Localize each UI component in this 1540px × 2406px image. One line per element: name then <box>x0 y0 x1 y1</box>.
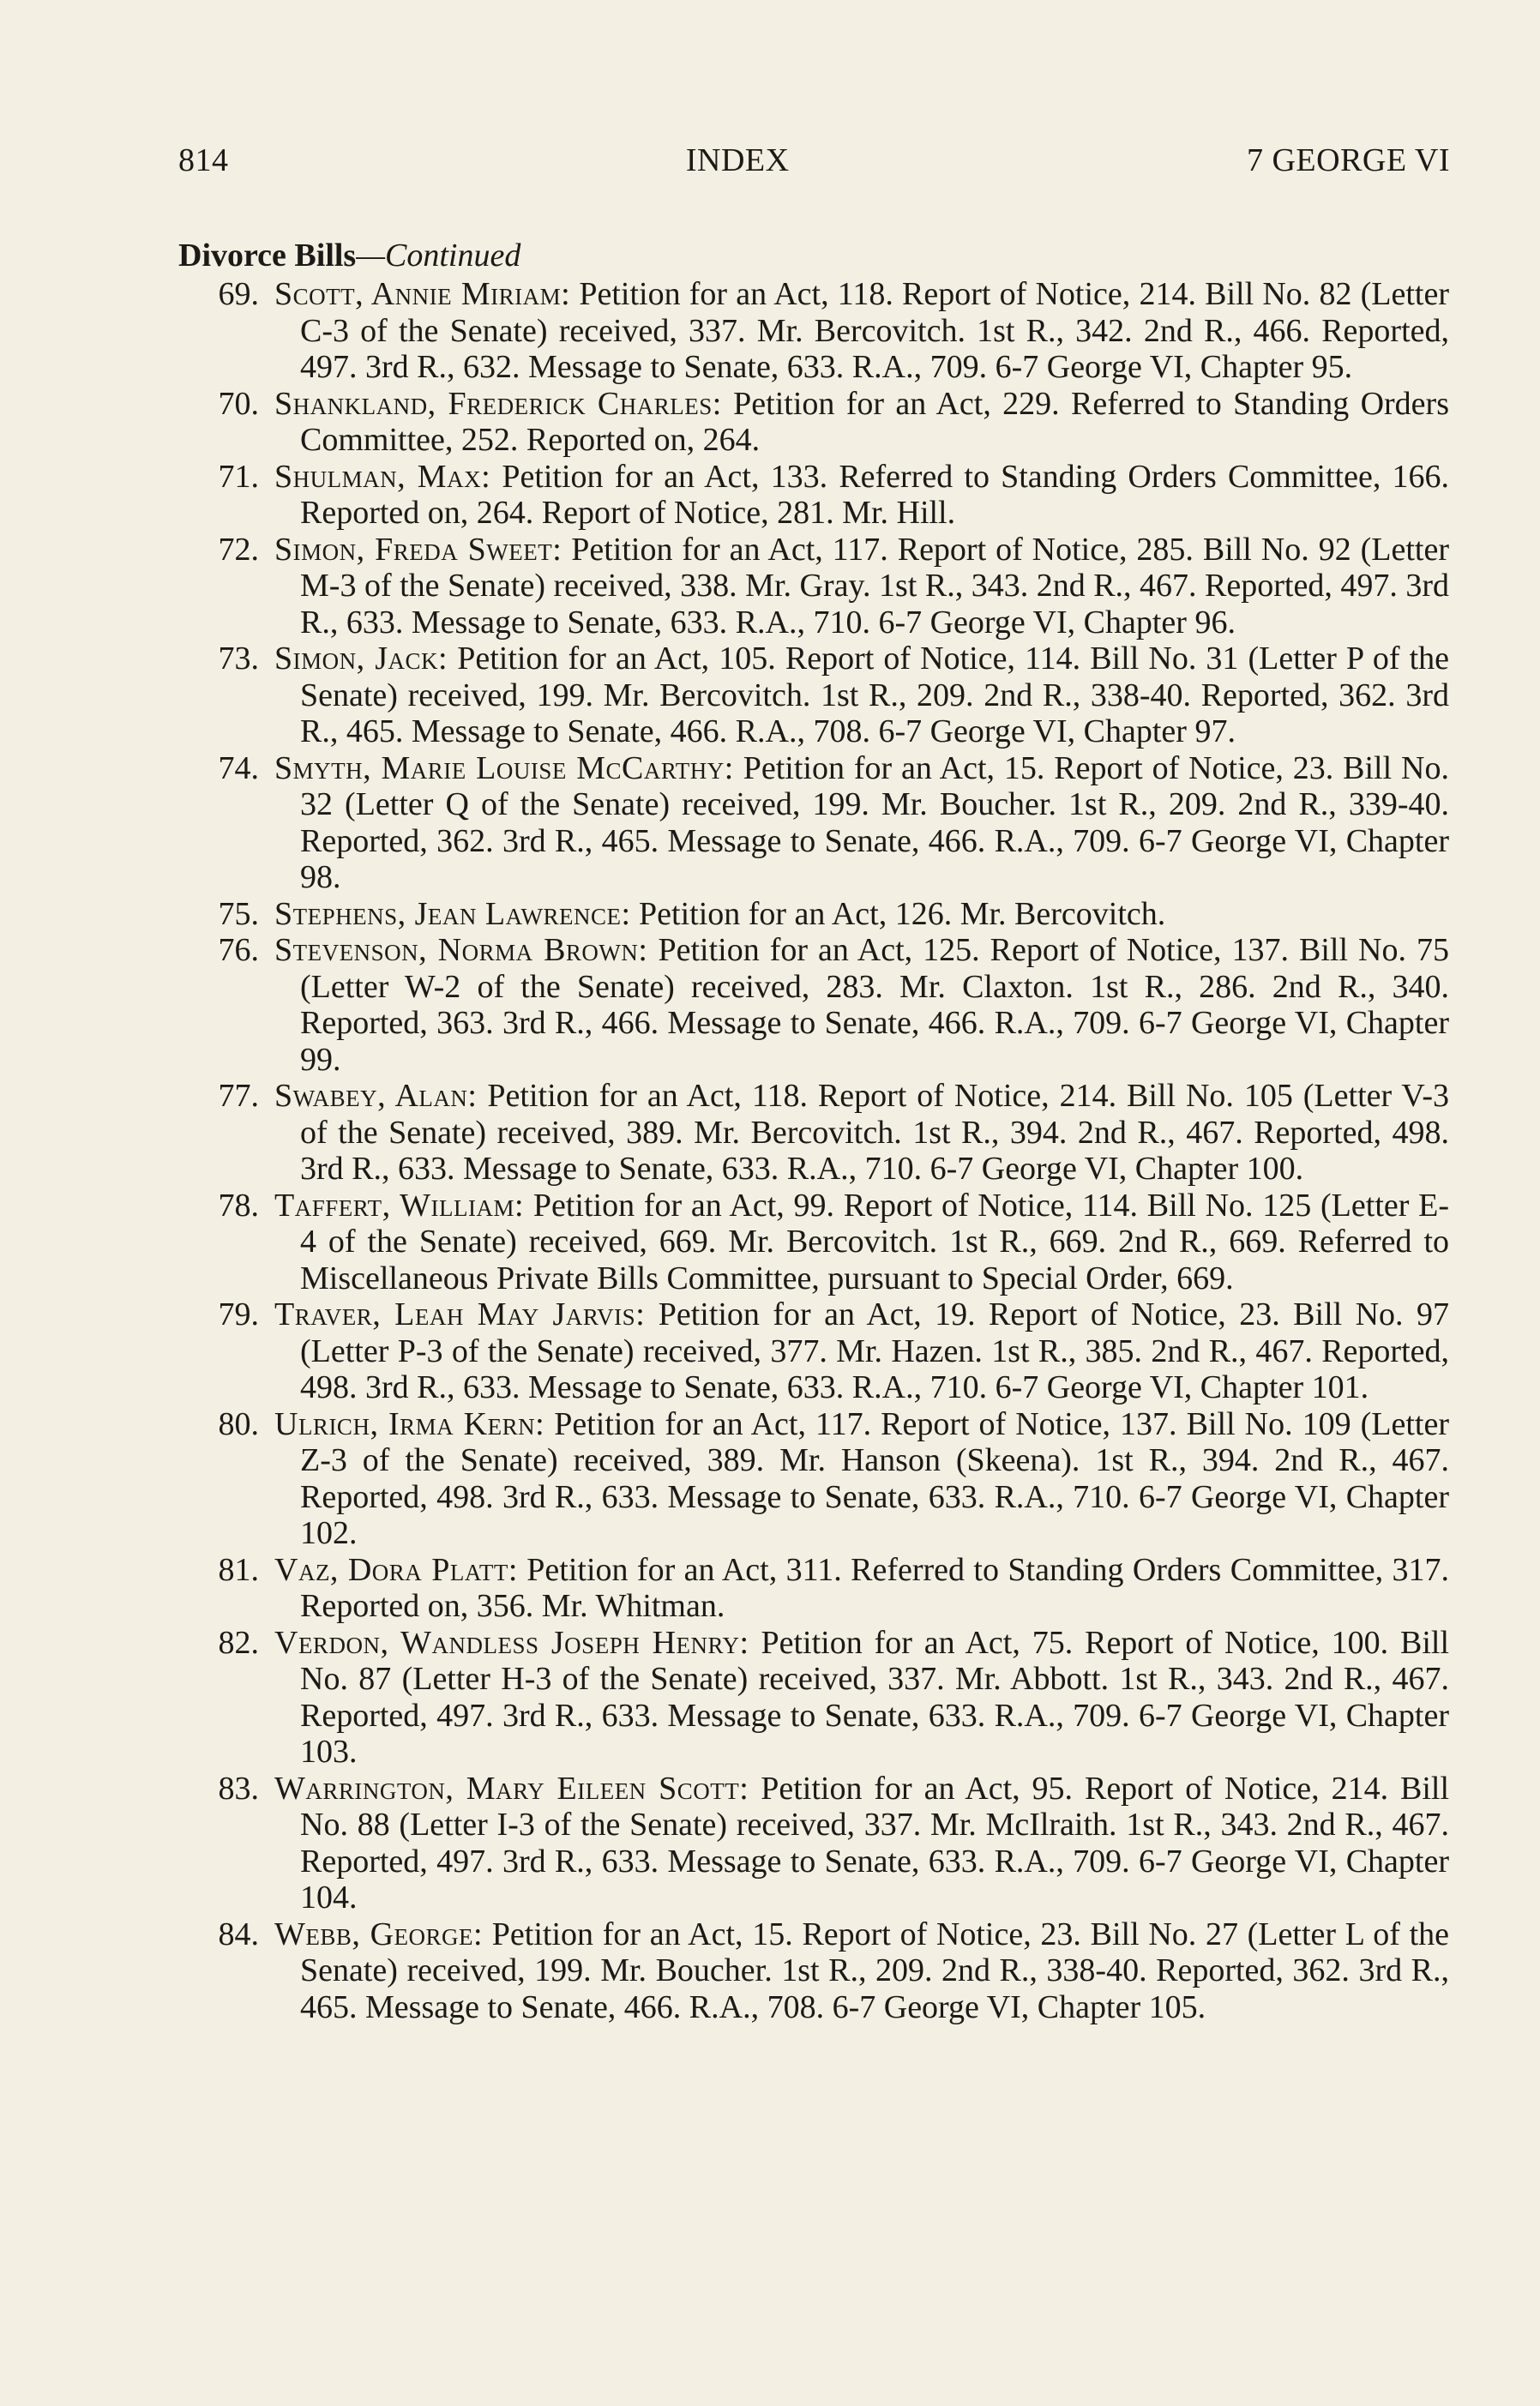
entry-number: 69. <box>218 276 259 312</box>
entry-list <box>178 276 1449 2025</box>
entry-number: 76. <box>218 932 259 968</box>
entry-name: Webb, George: <box>274 1916 484 1952</box>
section-continued: —Continued <box>356 238 521 274</box>
entry-body <box>274 1188 1449 1297</box>
entry-name: Simon, Freda Sweet: <box>274 531 562 568</box>
entry-name: Verdon, Wandless Joseph Henry: <box>274 1624 749 1661</box>
index-entry <box>178 896 1449 933</box>
entry-text: Petition for an Act, 75. Report of Notice, 100. Bill No. 87 (Letter H-3 of the Senate) received, 337. Mr. Abbott. 1st R., 343. 2nd R., 467. Reported, 497. 3rd R., 633. Message to Senate, 633. R.A., 709. 6-7 George VI, Chapter 103. <box>300 1624 1450 1770</box>
index-entry <box>178 1552 1449 1625</box>
entry-text: Petition for an Act, 125. Report of Notice, 137. Bill No. 75 (Letter W-2 of the Senate) received, 283. Mr. Claxton. 1st R., 286. 2nd R., 340. Reported, 363. 3rd R., 466. Message to Senate, 466. R.A., 709. 6-7 George VI, Chapter 99. <box>300 932 1449 1078</box>
index-entry <box>178 1296 1449 1406</box>
entry-text: Petition for an Act, 15. Report of Notice, 23. Bill No. 27 (Letter L of the Senate) received, 199. Mr. Boucher. 1st R., 209. 2nd R., 338-40. Reported, 362. 3rd R., 465. Message to Senate, 466. R.A., 708. 6-7 George VI, Chapter 105. <box>300 1916 1449 2025</box>
entry-text: Petition for an Act, 15. Report of Notice, 23. Bill No. 32 (Letter Q of the Senate) received, 199. Mr. Boucher. 1st R., 209. 2nd R., 339-40. Reported, 362. 3rd R., 465. Message to Senate, 466. R.A., 709. 6-7 George VI, Chapter 98. <box>300 749 1449 895</box>
section-heading <box>178 237 520 274</box>
page-header <box>178 141 1450 179</box>
section-title: Divorce Bills <box>178 238 357 274</box>
entry-text: Petition for an Act, 311. Referred to Standing Orders Committee, 317. Reported on, 356. Mr. Whitman. <box>300 1551 1449 1624</box>
entry-name: Simon, Jack: <box>274 641 448 677</box>
entry-number: 74. <box>218 749 259 786</box>
entry-name: Stephens, Jean Lawrence: <box>274 895 631 932</box>
entry-number: 84. <box>218 1916 259 1952</box>
entry-text: Petition for an Act, 118. Report of Notice, 214. Bill No. 105 (Letter V-3 of the Senate) received, 389. Mr. Bercovitch. 1st R., 394. 2nd R., 467. Reported, 498. 3rd R., 633. Message to Senate, 633. R.A., 710. 6-7 George VI, Chapter 100. <box>300 1078 1450 1187</box>
entry-body <box>274 1406 1449 1552</box>
entry-text: Petition for an Act, 105. Report of Notice, 114. Bill No. 31 (Letter P of the Senate) received, 199. Mr. Bercovitch. 1st R., 209. 2nd R., 338-40. Reported, 362. 3rd R., 465. Message to Senate, 466. R.A., 708. 6-7 George VI, Chapter 97. <box>300 641 1450 749</box>
entry-number: 81. <box>218 1551 259 1588</box>
index-entry <box>178 276 1449 386</box>
entry-text: Petition for an Act, 117. Report of Notice, 137. Bill No. 109 (Letter Z-3 of the Senate) received, 389. Mr. Hanson (Skeena). 1st R., 394. 2nd R., 467. Reported, 498. 3rd R., 633. Message to Senate, 633. R.A., 710. 6-7 George VI, Chapter 102. <box>300 1405 1449 1551</box>
entry-name: Smyth, Marie Louise McCarthy: <box>274 749 734 786</box>
entry-number: 75. <box>218 895 259 932</box>
entry-body <box>274 896 1449 933</box>
index-entry <box>178 1078 1449 1188</box>
entry-body <box>274 750 1449 896</box>
entry-text: Petition for an Act, 133. Referred to Standing Orders Committee, 166. Reported on, 264. Report of Notice, 281. Mr. Hill. <box>300 458 1449 531</box>
running-head-reign: 7 GEORGE VI <box>1246 142 1450 178</box>
entry-number: 80. <box>218 1405 259 1442</box>
entry-text: Petition for an Act, 229. Referred to Standing Orders Committee, 252. Reported on, 264. <box>300 385 1449 458</box>
entry-number: 72. <box>218 531 259 568</box>
entry-number: 79. <box>218 1296 259 1332</box>
entry-number: 82. <box>218 1624 259 1661</box>
index-entry <box>178 1406 1449 1552</box>
index-entry <box>178 386 1449 459</box>
entry-body <box>274 532 1449 641</box>
index-entry <box>178 750 1449 896</box>
entry-number: 71. <box>218 458 259 495</box>
entry-name: Warrington, Mary Eileen Scott: <box>274 1770 749 1807</box>
entry-body <box>274 1916 1449 2026</box>
entry-number: 77. <box>218 1078 259 1114</box>
entry-body <box>274 276 1449 386</box>
entry-text: Petition for an Act, 126. Mr. Bercovitch. <box>639 895 1166 932</box>
entry-name: Ulrich, Irma Kern: <box>274 1405 545 1442</box>
entry-text: Petition for an Act, 117. Report of Notice, 285. Bill No. 92 (Letter M-3 of the Senate) received, 338. Mr. Gray. 1st R., 343. 2nd R., 467. Reported, 497. 3rd R., 633. Message to Senate, 633. R.A., 710. 6-7 George VI, Chapter 96. <box>300 531 1449 641</box>
entry-text: Petition for an Act, 95. Report of Notice, 214. Bill No. 88 (Letter I-3 of the Senate) received, 337. Mr. McIlraith. 1st R., 343. 2nd R., 467. Reported, 497. 3rd R., 633. Message to Senate, 633. R.A., 709. 6-7 George VI, Chapter 104. <box>300 1770 1450 1916</box>
entry-name: Traver, Leah May Jarvis: <box>274 1296 646 1332</box>
index-entry <box>178 532 1449 641</box>
entry-number: 70. <box>218 385 259 422</box>
entry-text: Petition for an Act, 19. Report of Notice, 23. Bill No. 97 (Letter P-3 of the Senate) received, 377. Mr. Hazen. 1st R., 385. 2nd R., 467. Reported, 498. 3rd R., 633. Message to Senate, 633. R.A., 710. 6-7 George VI, Chapter 101. <box>300 1296 1449 1405</box>
entry-body <box>274 641 1449 750</box>
entry-number: 83. <box>218 1770 259 1807</box>
page-title: INDEX <box>685 142 790 178</box>
entry-body <box>274 386 1449 459</box>
entry-name: Stevenson, Norma Brown: <box>274 932 648 968</box>
index-entry <box>178 1916 1449 2026</box>
index-entry <box>178 1188 1449 1297</box>
index-entry <box>178 641 1449 750</box>
entry-number: 73. <box>218 641 259 677</box>
entry-text: Petition for an Act, 118. Report of Notice, 214. Bill No. 82 (Letter C-3 of the Senate) received, 337. Mr. Bercovitch. 1st R., 342. 2nd R., 466. Reported, 497. 3rd R., 632. Message to Senate, 633. R.A., 709. 6-7 George VI, Chapter 95. <box>300 276 1450 385</box>
entry-number: 78. <box>218 1187 259 1224</box>
entry-name: Shankland, Frederick Charles: <box>274 385 722 422</box>
entry-body <box>274 1552 1449 1625</box>
entry-name: Scott, Annie Miriam: <box>274 276 571 312</box>
entry-name: Swabey, Alan: <box>274 1078 478 1114</box>
entry-name: Vaz, Dora Platt: <box>274 1551 518 1588</box>
index-entry <box>178 1625 1449 1771</box>
entry-body <box>274 1771 1449 1916</box>
entry-body <box>274 459 1449 532</box>
index-entry <box>178 932 1449 1078</box>
entry-name: Taffert, William: <box>274 1187 525 1224</box>
entry-body <box>274 1625 1449 1771</box>
index-entry <box>178 1771 1449 1916</box>
index-entry <box>178 459 1449 532</box>
page-number: 814 <box>178 142 229 178</box>
entry-body <box>274 932 1449 1078</box>
entry-text: Petition for an Act, 99. Report of Notice, 114. Bill No. 125 (Letter E-4 of the Senate) received, 669. Mr. Bercovitch. 1st R., 669. 2nd R., 669. Referred to Miscellaneous Private Bills Committee, pursuant to Special Order, 669. <box>300 1187 1450 1296</box>
entry-body <box>274 1296 1449 1406</box>
entry-name: Shulman, Max: <box>274 458 491 495</box>
entry-body <box>274 1078 1449 1188</box>
